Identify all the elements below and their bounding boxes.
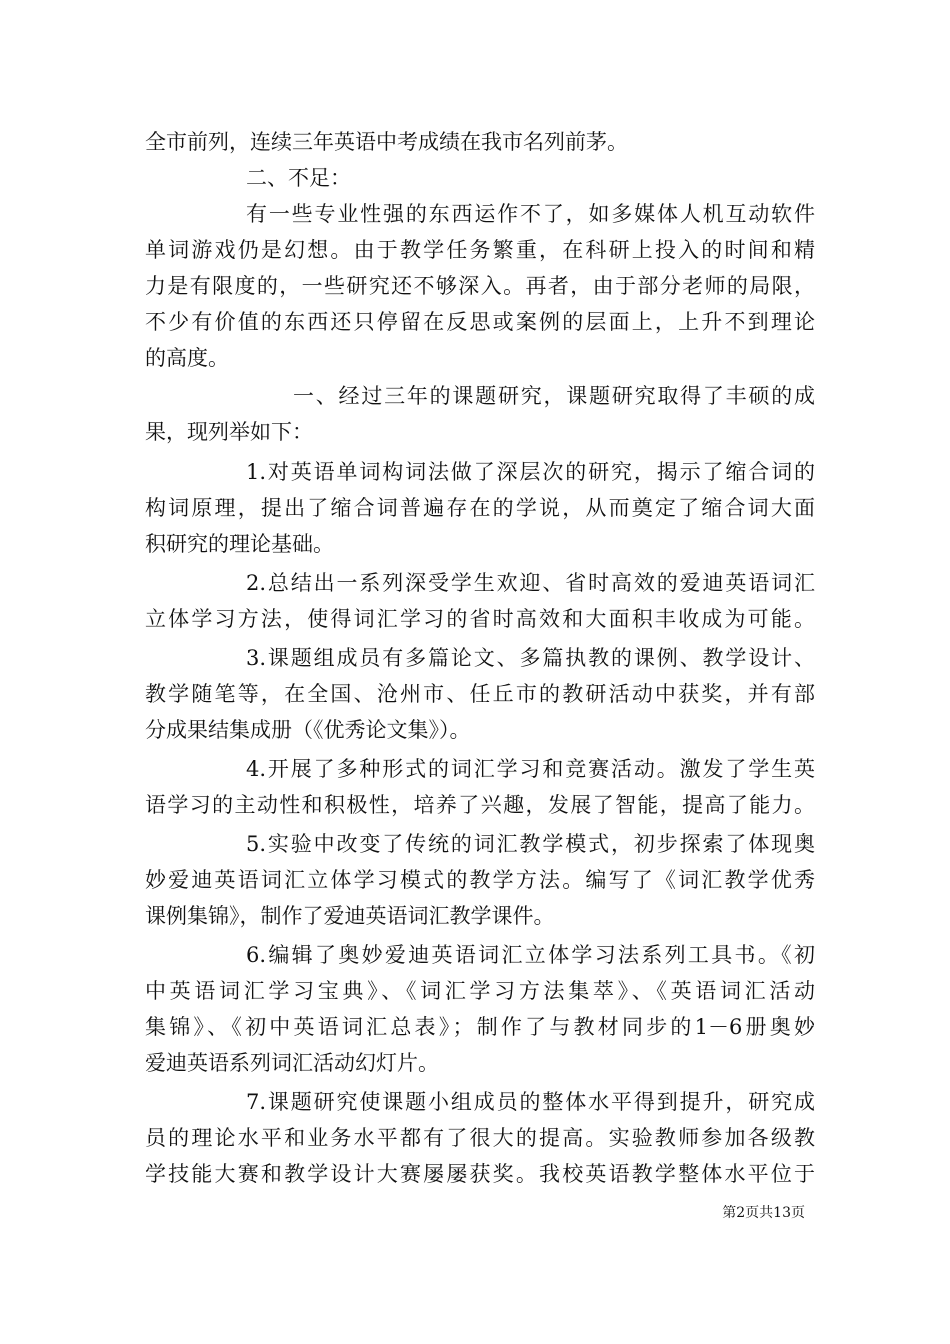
list-item-line: 3.课题组成员有多篇论文、多篇执教的课例、教学设计、	[246, 646, 815, 670]
list-item-line: 6.编辑了奥妙爱迪英语词汇立体学习法系列工具书。《初	[246, 943, 815, 967]
list-item-line: 课例集锦》，制作了爱迪英语词汇教学课件。	[145, 904, 555, 928]
list-item-line: 立体学习方法，使得词汇学习的省时高效和大面积丰收成为可能。	[145, 607, 815, 631]
list-item-line: 5.实验中改变了传统的词汇教学模式，初步探索了体现奥	[246, 832, 815, 856]
section-heading: 一、经过三年的课题研究，课题研究取得了丰硕的成	[293, 384, 815, 408]
paragraph-line: 单词游戏仍是幻想。由于教学任务繁重，在科研上投入的时间和精	[145, 238, 815, 262]
list-item-line: 妙爱迪英语词汇立体学习模式的教学方法。编写了《词汇教学优秀	[145, 868, 815, 892]
paragraph-line: 全市前列，连续三年英语中考成绩在我市名列前茅。	[145, 130, 628, 154]
list-item-line: 1.对英语单词构词法做了深层次的研究，揭示了缩合词的	[246, 460, 815, 484]
paragraph-line: 力是有限度的，一些研究还不够深入。再者，由于部分老师的局限，	[145, 274, 815, 298]
list-item-line: 教学随笔等，在全国、沧州市、任丘市的教研活动中获奖，并有部	[145, 682, 815, 706]
list-item-line: 中英语词汇学习宝典》、《词汇学习方法集萃》、《英语词汇活动	[145, 979, 815, 1003]
paragraph-line: 有一些专业性强的东西运作不了，如多媒体人机互动软件	[246, 202, 815, 226]
paragraph-line: 不少有价值的东西还只停留在反思或案例的层面上，上升不到理论	[145, 310, 815, 334]
list-item-line: 学技能大赛和教学设计大赛屡屡获奖。我校英语教学整体水平位于	[145, 1162, 815, 1186]
list-item-line: 2.总结出一系列深受学生欢迎、省时高效的爱迪英语词汇	[246, 571, 815, 595]
list-item-line: 分成果结集成册（《优秀论文集》）。	[145, 718, 471, 742]
paragraph-line: 果，现列举如下：	[145, 420, 313, 444]
list-item-line: 7.课题研究使课题小组成员的整体水平得到提升，研究成	[246, 1090, 815, 1114]
list-item-line: 员的理论水平和业务水平都有了很大的提高。实验教师参加各级教	[145, 1126, 815, 1150]
page-number-footer: 第2页共13页	[722, 1205, 805, 1221]
section-heading: 二、不足：	[246, 166, 351, 190]
list-item-line: 集锦》、《初中英语词汇总表》；制作了与教材同步的1－6册奥妙	[145, 1015, 815, 1039]
list-item-line: 爱迪英语系列词汇活动幻灯片。	[145, 1051, 439, 1075]
paragraph-line: 的高度。	[145, 346, 229, 370]
list-item-line: 积研究的理论基础。	[145, 532, 334, 556]
list-item-line: 构词原理，提出了缩合词普遍存在的学说，从而奠定了缩合词大面	[145, 496, 815, 520]
list-item-line: 4.开展了多种形式的词汇学习和竞赛活动。激发了学生英	[246, 757, 815, 781]
list-item-line: 语学习的主动性和积极性，培养了兴趣，发展了智能，提高了能力。	[145, 793, 815, 817]
